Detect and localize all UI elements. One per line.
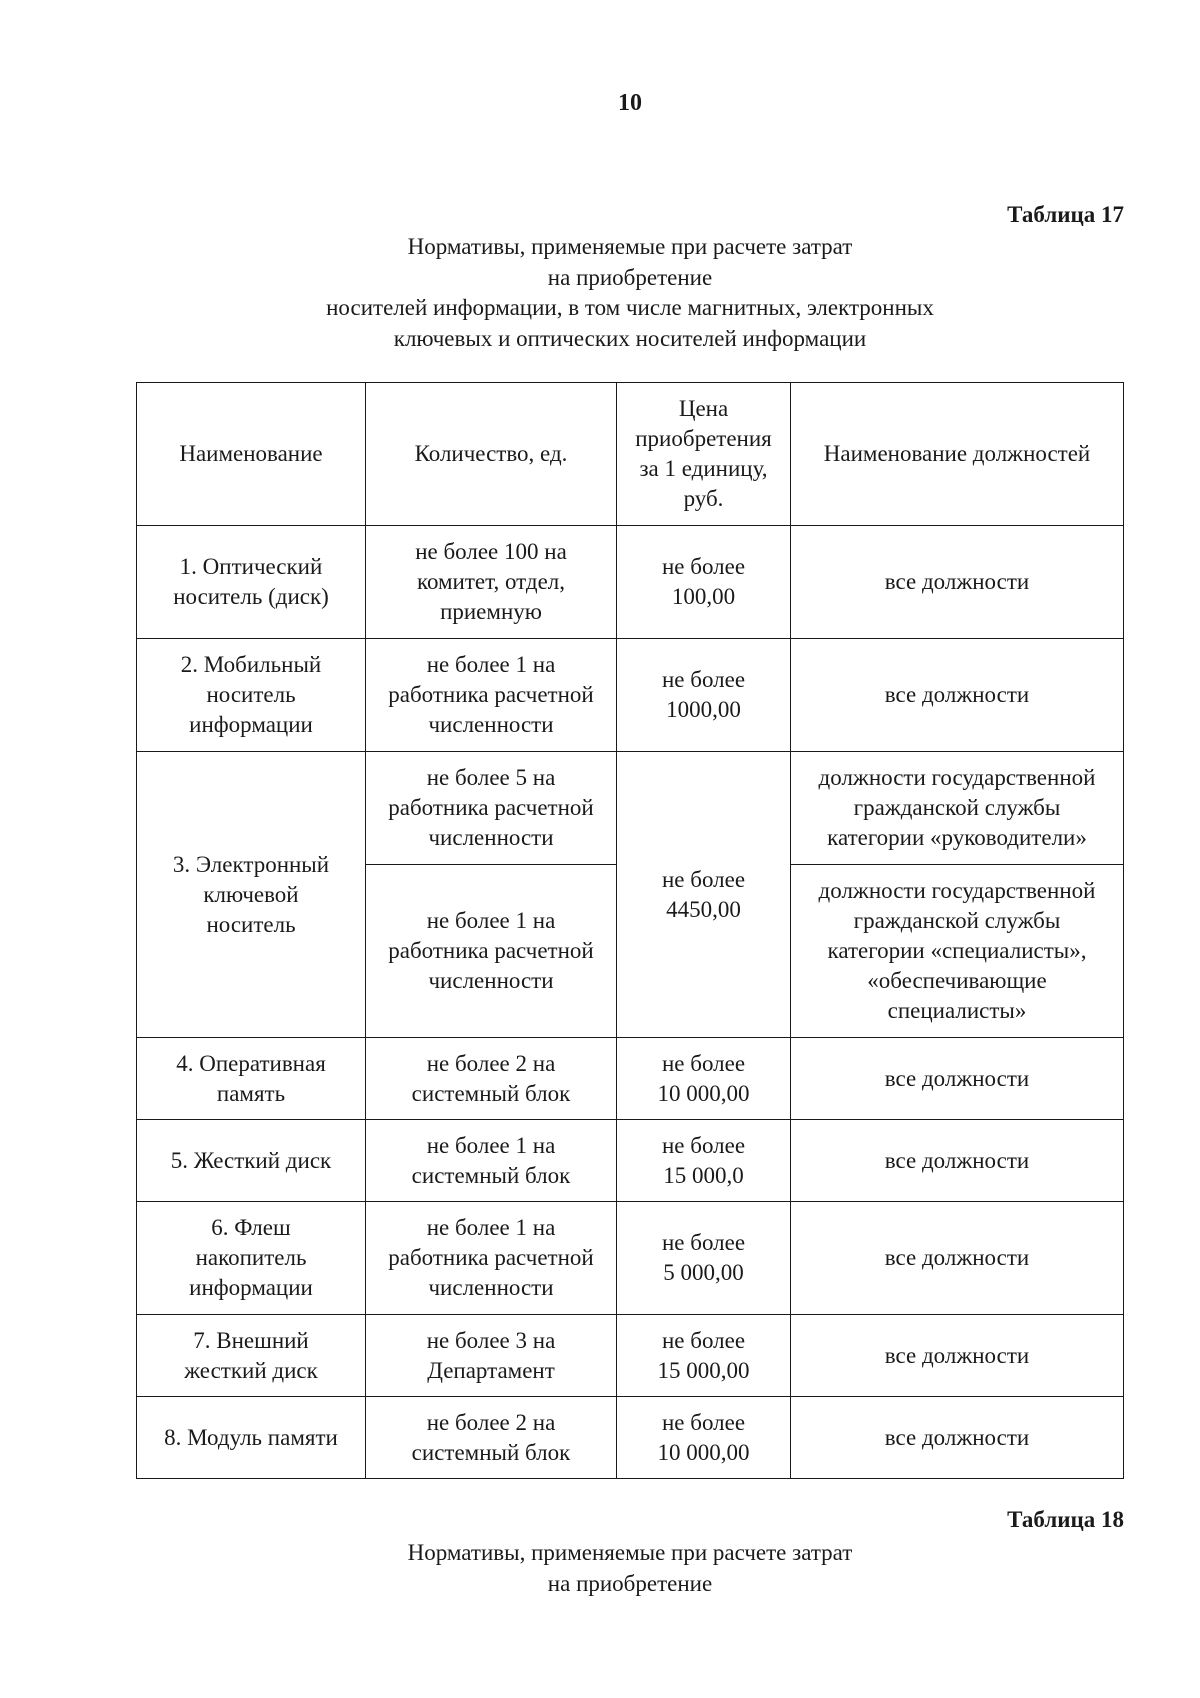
cell-line: 10 000,00 xyxy=(657,1439,750,1465)
cell-name xyxy=(137,639,366,752)
cell-positions xyxy=(791,1120,1124,1202)
table-row xyxy=(137,1315,1124,1397)
cell-price xyxy=(617,1202,791,1315)
cell-line: не более xyxy=(661,1327,746,1353)
cell-quantity xyxy=(366,752,617,865)
title-line: Нормативы, применяемые при расчете затрат xyxy=(407,234,853,259)
cell-line: информации xyxy=(189,1275,313,1300)
table-row xyxy=(137,1120,1124,1202)
cell-line: приемную xyxy=(440,599,542,624)
cell-line: все должности xyxy=(884,1245,1030,1270)
cell-line: численности xyxy=(428,712,554,737)
cell-positions xyxy=(791,639,1124,752)
cell-price xyxy=(617,1120,791,1202)
table17-caption: Таблица 17 xyxy=(1007,202,1124,227)
cell-line: системный блок xyxy=(411,1162,571,1188)
cell-name xyxy=(137,1202,366,1315)
cell-price xyxy=(617,1315,791,1397)
cell-line: носитель xyxy=(206,682,296,707)
cell-quantity xyxy=(366,1202,617,1315)
cell-line: комитет, отдел, xyxy=(416,569,566,594)
cell-positions xyxy=(791,526,1124,639)
cell-line: 15 000,0 xyxy=(663,1162,744,1188)
cell-line: все должности xyxy=(884,1065,1030,1091)
cell-price xyxy=(617,639,791,752)
cell-line: не более xyxy=(661,1050,746,1076)
cell-line: жесткий диск xyxy=(184,1357,318,1383)
cell-line: все должности xyxy=(884,682,1030,707)
cell-line: 4450,00 xyxy=(666,896,741,922)
title-line: на приобретение xyxy=(547,1570,713,1596)
cell-positions xyxy=(791,1202,1124,1315)
cell-line: носитель (диск) xyxy=(173,584,329,609)
cell-quantity xyxy=(366,865,617,1038)
cell-line: гражданской службы xyxy=(853,908,1061,933)
cell-price xyxy=(617,526,791,639)
cell-line: не более 1 на xyxy=(426,652,556,677)
cell-line: память xyxy=(216,1080,286,1106)
cell-line: ключевой xyxy=(203,881,299,907)
cell-line: 6. Флеш xyxy=(211,1215,291,1240)
cell-line: 7. Внешний xyxy=(193,1327,309,1353)
cell-line: не более 100 на xyxy=(415,539,567,564)
cell-line: гражданской службы xyxy=(853,795,1061,820)
cell-line: 15 000,00 xyxy=(657,1357,750,1383)
cell-line: должности государственной xyxy=(818,765,1096,790)
cell-name xyxy=(137,1315,366,1397)
cell-name xyxy=(137,1397,366,1479)
cell-name xyxy=(137,1120,366,1202)
cell-line: 3. Электронный xyxy=(172,851,330,877)
table18-title xyxy=(0,1538,1200,1599)
cell-line: не более 3 на xyxy=(426,1327,556,1353)
header-price-line: Цена xyxy=(678,396,729,421)
cell-name xyxy=(137,1038,366,1120)
cell-line: работника расчетной xyxy=(388,795,594,820)
title-line: Нормативы, применяемые при расчете затрат xyxy=(407,1540,853,1565)
table-row xyxy=(137,1038,1124,1120)
table17-title xyxy=(0,232,1200,354)
cell-line: не более xyxy=(661,667,746,692)
table18-caption: Таблица 18 xyxy=(1007,1507,1124,1532)
cell-line: численности xyxy=(428,825,554,850)
cell-price xyxy=(617,752,791,1038)
page-number: 10 xyxy=(618,90,642,116)
title-line: на приобретение xyxy=(547,264,713,290)
cell-line: 1000,00 xyxy=(666,697,741,722)
table-row xyxy=(137,639,1124,752)
cell-name xyxy=(137,526,366,639)
cell-line: не более 1 на xyxy=(426,908,556,933)
cell-line: категории «руководители» xyxy=(827,825,1087,850)
cell-positions xyxy=(791,752,1124,865)
header-price-line: руб. xyxy=(683,486,724,511)
header-positions: Наименование должностей xyxy=(791,383,1124,526)
cell-positions xyxy=(791,1397,1124,1479)
cell-line: работника расчетной xyxy=(388,1245,594,1270)
cell-line: категории «специалисты», xyxy=(827,938,1087,963)
cell-quantity xyxy=(366,1315,617,1397)
cell-line: численности xyxy=(428,1275,554,1300)
cell-line: все должности xyxy=(884,1424,1030,1450)
cell-line: 10 000,00 xyxy=(657,1080,750,1106)
cell-line: не более xyxy=(661,866,746,892)
cell-line: не более 2 на xyxy=(426,1050,556,1076)
cell-positions xyxy=(791,1315,1124,1397)
cell-line: не более 1 на xyxy=(426,1215,556,1240)
title-line: ключевых и оптических носителей информации xyxy=(393,325,867,351)
cell-line: численности xyxy=(428,968,554,993)
cell-line: не более xyxy=(661,1132,746,1158)
table-header-row xyxy=(137,383,1124,526)
cell-line: все должности xyxy=(884,1342,1030,1368)
header-price-line: за 1 единицу, xyxy=(639,456,768,481)
cell-line: 100,00 xyxy=(671,584,736,609)
cell-quantity xyxy=(366,1120,617,1202)
cell-positions xyxy=(791,1038,1124,1120)
cell-line: системный блок xyxy=(411,1080,571,1106)
cell-line: Департамент xyxy=(427,1357,555,1383)
cell-line: системный блок xyxy=(411,1439,571,1465)
cell-line: не более xyxy=(661,1409,746,1435)
cell-line: специалисты» xyxy=(887,998,1027,1023)
cell-line: 5. Жесткий диск xyxy=(170,1147,332,1173)
cell-line: работника расчетной xyxy=(388,938,594,963)
cell-quantity xyxy=(366,1397,617,1479)
cell-quantity xyxy=(366,639,617,752)
table-row xyxy=(137,526,1124,639)
cell-positions xyxy=(791,865,1124,1038)
cell-line: должности государственной xyxy=(818,878,1096,903)
header-quantity: Количество, ед. xyxy=(366,383,617,526)
cell-line: 1. Оптический xyxy=(179,554,323,579)
cell-line: накопитель xyxy=(195,1245,307,1270)
table17 xyxy=(136,382,1124,1479)
cell-line: не более xyxy=(661,1230,746,1255)
cell-name xyxy=(137,752,366,1038)
table-row xyxy=(137,1397,1124,1479)
cell-line: не более 5 на xyxy=(426,765,556,790)
cell-price xyxy=(617,1038,791,1120)
cell-line: «обеспечивающие xyxy=(867,968,1047,993)
cell-line: 8. Модуль памяти xyxy=(164,1424,338,1450)
table-row xyxy=(137,1202,1124,1315)
cell-quantity xyxy=(366,526,617,639)
cell-line: все должности xyxy=(884,1147,1030,1173)
cell-price xyxy=(617,1397,791,1479)
cell-line: не более xyxy=(661,554,746,579)
cell-line: работника расчетной xyxy=(388,682,594,707)
cell-quantity xyxy=(366,1038,617,1120)
header-price-line: приобретения xyxy=(635,426,772,451)
cell-line: все должности xyxy=(884,569,1030,594)
cell-line: 4. Оперативная xyxy=(176,1050,326,1076)
cell-line: не более 2 на xyxy=(426,1409,556,1435)
cell-line: носитель xyxy=(206,911,296,937)
header-name: Наименование xyxy=(137,383,366,526)
cell-line: 2. Мобильный xyxy=(180,652,322,677)
header-price xyxy=(617,383,791,526)
cell-line: не более 1 на xyxy=(426,1132,556,1158)
title-line: носителей информации, в том числе магнитных, электронных xyxy=(326,295,934,320)
cell-line: информации xyxy=(189,712,313,737)
cell-line: 5 000,00 xyxy=(663,1260,744,1285)
table-row xyxy=(137,752,1124,865)
